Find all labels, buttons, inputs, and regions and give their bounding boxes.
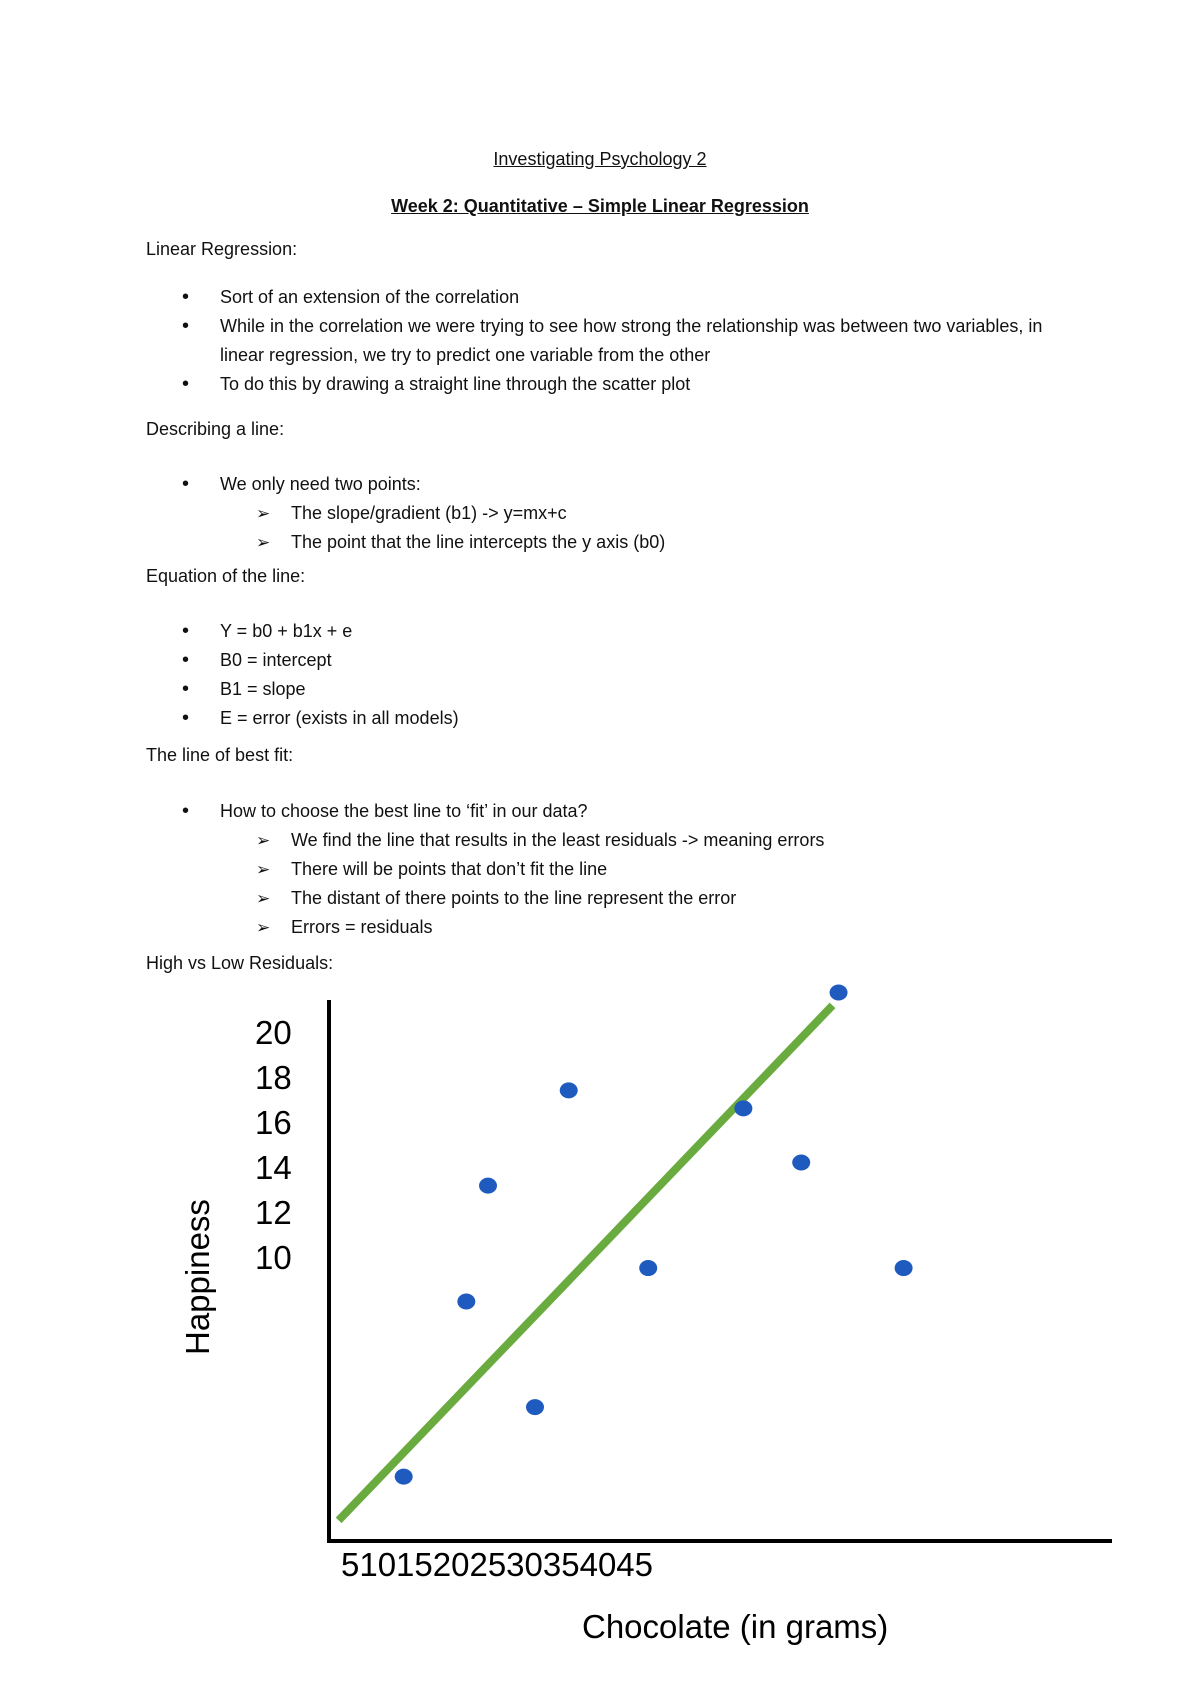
x-tick-labels: 51015202530354045 (341, 1546, 654, 1583)
bullet-text: B1 = slope (220, 679, 306, 699)
sub-bullet-item: ➢ The distant of there points to the line represent the error (146, 884, 1086, 913)
bullet-item (146, 675, 1086, 704)
data-point (479, 1178, 497, 1194)
bullet-item (146, 646, 1086, 675)
sub-bullet-item: ➢ We find the line that results in the least residuals -> meaning errors (146, 826, 1086, 855)
data-point (560, 1082, 578, 1098)
bullet-list (146, 797, 1086, 942)
bullet-item (146, 283, 1086, 312)
bullet-text: E = error (exists in all models) (220, 708, 459, 728)
bullet-text: We only need two points: (220, 474, 421, 494)
y-tick-label: 20 (255, 1014, 292, 1051)
sub-bullet-list (220, 499, 1086, 557)
bullet-text: While in the correlation we were trying to see how strong the relationship was between two variables, in linear regression, we try to predict one variable from the other (220, 316, 1043, 365)
bullet-item (146, 617, 1086, 646)
bullet-text: B0 = intercept (220, 650, 332, 670)
best-fit-line (339, 1005, 833, 1520)
y-axis-label: Happiness (179, 1199, 216, 1355)
bullet-item (146, 470, 1086, 557)
document-subtitle: Week 2: Quantitative – Simple Linear Regression (391, 196, 809, 216)
document-title: Investigating Psychology 2 (493, 149, 707, 169)
bullet-item (146, 312, 1086, 370)
sub-bullet-item: ➢ The slope/gradient (b1) -> y=mx+c (146, 499, 1086, 528)
bullet-item (146, 370, 1086, 399)
data-point (395, 1469, 413, 1485)
bullet-item (146, 704, 1086, 733)
bullet-text: Sort of an extension of the correlation (220, 287, 520, 307)
y-tick-label: 14 (255, 1149, 292, 1186)
data-point (734, 1100, 752, 1116)
bullet-list (146, 283, 1086, 399)
sub-bullet-item: ➢ Errors = residuals (146, 913, 1086, 942)
y-tick-label: 16 (255, 1104, 292, 1141)
bullet-list (146, 470, 1086, 557)
bullet-item (146, 797, 1086, 942)
data-point (792, 1154, 810, 1170)
data-point (639, 1260, 657, 1276)
section-heading: Linear Regression: (146, 239, 298, 259)
bullet-text: Y = b0 + b1x + e (220, 621, 353, 641)
section-heading: High vs Low Residuals: (146, 953, 334, 973)
section-heading: The line of best fit: (146, 745, 294, 765)
sub-bullet-item: ➢ There will be points that don’t fit the line (146, 855, 1086, 884)
y-tick-label: 10 (255, 1239, 292, 1276)
data-point (526, 1399, 544, 1415)
bullet-text: How to choose the best line to ‘fit’ in our data? (220, 801, 588, 821)
data-point (895, 1260, 913, 1276)
section-heading: Equation of the line: (146, 566, 306, 586)
sub-bullet-item: ➢ The point that the line intercepts the y axis (b0) (146, 528, 1086, 557)
y-tick-label: 18 (255, 1059, 292, 1096)
x-axis-label: Chocolate (in grams) (582, 1608, 889, 1645)
y-tick-label: 12 (255, 1194, 292, 1231)
bullet-list (146, 617, 1086, 733)
section-heading: Describing a line: (146, 419, 285, 439)
sub-bullet-list (220, 826, 1086, 942)
bullet-text: To do this by drawing a straight line through the scatter plot (220, 374, 691, 394)
data-point (830, 985, 848, 1001)
scatter-chart (0, 960, 1200, 1660)
data-point (457, 1294, 475, 1310)
